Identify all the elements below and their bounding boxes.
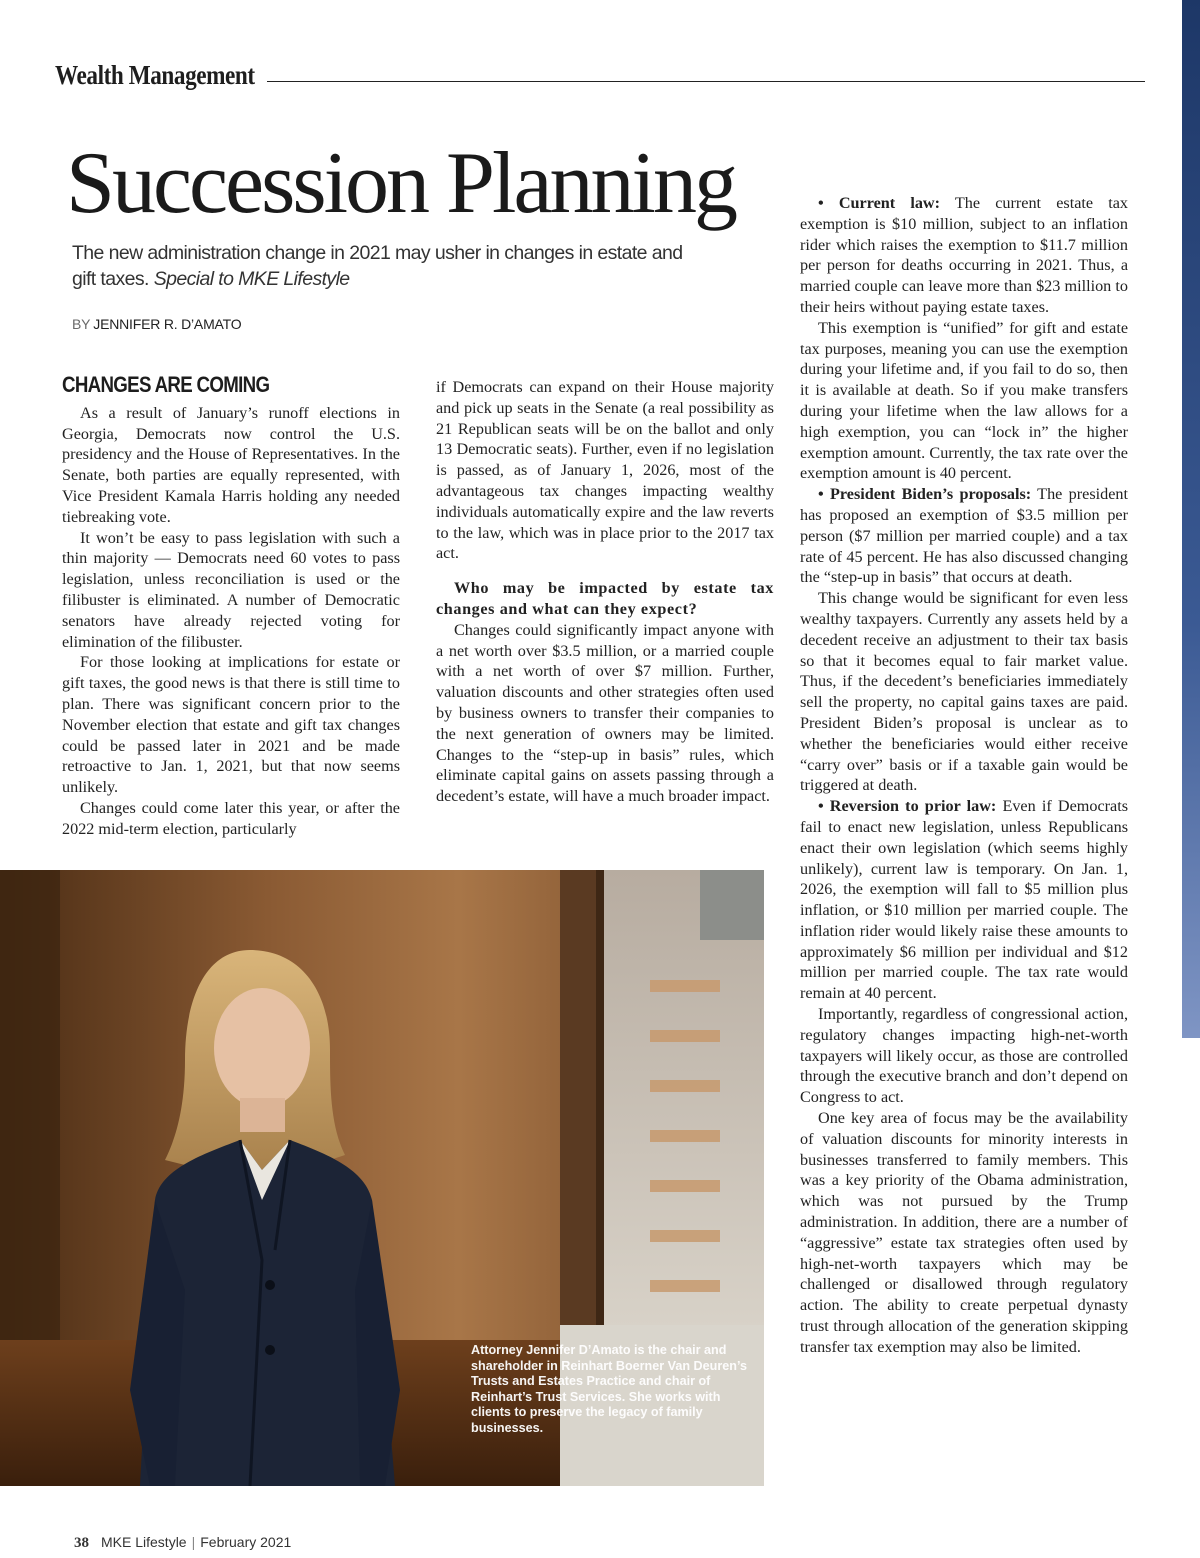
paragraph: Changes could come later this year, or after the 2022 mid-term election, particularly <box>62 798 400 838</box>
bullet-lead: • Current law: <box>818 194 941 212</box>
paragraph: One key area of focus may be the availability of valuation discounts for minority interests in businesses transferred to family members. This was a key priority of the Obama administration, which was not pursued by the Trump administration. In addition, there are a number of “aggressive” estate tax strategies often used by high-net-worth taxpayers which may be challenged or disallowed through regulatory action. The ability to create perpetual dynasty trust through allocation of the generation skipping transfer tax exemption may also be limited. <box>800 1109 1128 1356</box>
paragraph: Changes could significantly impact anyone with a net worth over $3.5 million, or a married couple with a net worth of over $7 million. Further, valuation discounts and other strategies often used by business owners to transfer their companies to the next generation of owners may be limited. Changes to the “step-up in basis” rules, which eliminate capital gains on assets passing through a decedent’s estate, will have a much broader impact. <box>436 620 774 806</box>
paragraph: It won’t be easy to pass legislation with such a thin majority — Democrats need 60 votes to pass legislation, unless reconciliation is used or the filibuster is eliminated. A number of Democratic senators have already rejected voting for elimination of the filibuster. <box>62 528 400 651</box>
byline-author: JENNIFER R. D’AMATO <box>93 316 242 332</box>
bullet-lead: • Reversion to prior law: <box>818 797 997 816</box>
deck-text: The new administration change in 2021 may usher in changes in estate and gift taxes. <box>72 242 683 290</box>
side-tab <box>1182 0 1200 1038</box>
section-rule <box>267 81 1145 82</box>
article-headline: Succession Planning <box>66 135 735 232</box>
footer-separator: | <box>191 1534 196 1550</box>
photo-caption: Attorney Jennifer D’Amato is the chair and shareholder in Reinhart Boerner Van Deuren’s Trusts and Estates Practice and chair of Reinhart’s Trust Services. She works with clients to preserve the legacy of family businesses. <box>471 1343 747 1435</box>
article-column-1 <box>62 372 400 840</box>
bullet-text: The president has proposed an exemption of $3.5 million per person ($7 million per married couple) and a tax rate of 45 percent. He has also discussed changing the “step-up in basis” that occurs at death. <box>800 485 1128 587</box>
paragraph: This exemption is “unified” for gift and estate tax purposes, meaning you can use the exemption during your lifetime and, if you fail to do so, then it is available at death. So if you make transfers during your lifetime when the law allows for a high exemption, you can “lock in” the higher exemption amount. Currently, the tax rate over the exemption amount is 40 percent. <box>800 318 1128 483</box>
bullet-reversion <box>800 796 1128 1004</box>
question-subhead: Who may be impacted by estate tax changes and what can they expect? <box>436 579 774 618</box>
page-number: 38 <box>74 1535 89 1551</box>
section-title: Wealth Management <box>55 59 255 90</box>
subhead-changes-coming: CHANGES ARE COMING <box>62 372 270 397</box>
byline-prefix: BY <box>72 316 91 332</box>
paragraph: This change would be significant for even less wealthy taxpayers. Currently any assets held by a decedent receive an adjustment to their tax basis so that it becomes equal to fair market value. Thus, if the decedent’s beneficiaries immediately sell the property, no capital gains taxes are paid. President Biden’s proposal is unclear as to whether the beneficiaries would either receive “carry over” basis or if a taxable gain would be triggered at death. <box>800 589 1128 795</box>
publication-name: MKE Lifestyle <box>101 1534 187 1550</box>
article-deck <box>72 240 692 292</box>
section-header <box>55 58 1145 92</box>
bullet-current-law <box>800 193 1128 318</box>
paragraph: Importantly, regardless of congressional action, regulatory changes impacting high-net-worth taxpayers will likely occur, as those are controlled through the executive branch and don’t depend on Congress to act. <box>800 1005 1128 1107</box>
issue-date: February 2021 <box>200 1534 292 1550</box>
paragraph: For those looking at implications for estate or gift taxes, the good news is that there is still time to plan. There was significant concern prior to the November election that estate and gift tax changes could be passed later in 2021 and be made retroactive to Jan. 1, 2021, but that now seems unlikely. <box>62 653 400 797</box>
paragraph: if Democrats can expand on their House majority and pick up seats in the Senate (a real possibility as 21 Republican seats will be on the ballot and only 13 Democratic seats). Further, even if no legislation is passed, as of January 1, 2026, most of the advantageous tax changes impacting wealthy individuals automatically expire and the law reverts to the law, which was in place prior to the 2017 tax act. <box>436 378 774 563</box>
byline <box>72 316 241 332</box>
bullet-text: Even if Democrats fail to enact new legislation, unless Republicans enact their own legislation (which seems highly unlikely), current law is temporary. On Jan. 1, 2026, the exemption will fall to $5 million plus inflation, or $10 million per married couple. The inflation rider would likely raise these amounts to approximately $6 million per individual and $12 million per married couple. The tax rate would remain at 40 percent. <box>800 797 1129 1003</box>
article-column-2 <box>436 377 774 807</box>
paragraph: As a result of January’s runoff elections in Georgia, Democrats now control the U.S. presidency and the House of Representatives. In the Senate, both parties are equally represented, with Vice President Kamala Harris holding any needed tiebreaking vote. <box>62 403 400 526</box>
bullet-text: The current estate tax exemption is $10 million, subject to an inflation rider which raises the exemption to $11.7 million per person for deaths occurring in 2021. Thus, a married couple can leave more than $23 million to their heirs without paying estate taxes. <box>800 194 1128 316</box>
bullet-lead: • President Biden’s proposals: <box>818 485 1032 504</box>
bullet-biden-proposals <box>800 484 1128 588</box>
deck-credit: Special to MKE Lifestyle <box>153 268 350 290</box>
page-footer <box>74 1534 291 1552</box>
article-column-3 <box>800 193 1128 1358</box>
